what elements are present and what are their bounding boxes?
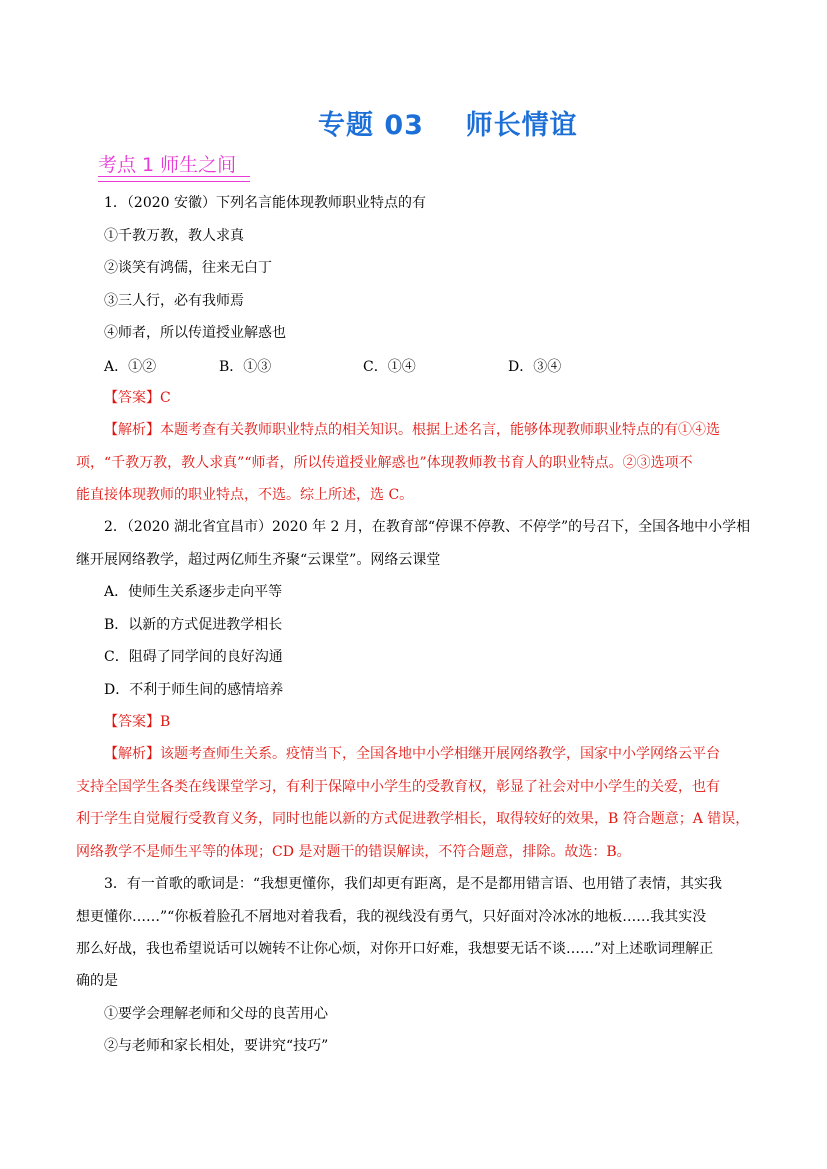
q1-analysis-line: 【解析】本题考查有关教师职业特点的相关知识。根据上述名言，能够体现教师职业特点的有①④选 xyxy=(104,422,720,438)
q1-analysis-line: 能直接体现教师的职业特点，不选。综上所述，选 C。 xyxy=(76,487,414,503)
q2-option-c: C．阻碍了同学间的良好沟通 xyxy=(104,649,283,665)
q1-stem: 1．（2020 安徽）下列名言能体现教师职业特点的有 xyxy=(104,195,426,211)
section-underline xyxy=(98,176,250,182)
q3-stem-line: 那么好战，我也希望说话可以婉转不让你心烦，对你开口好难，我想要无话不谈……”对上述歌词理解正 xyxy=(76,941,714,957)
q1-option-a: A．①② xyxy=(104,359,157,375)
q2-analysis-line: 利于学生自觉履行受教育义务，同时也能以新的方式促进教学相长，取得较好的效果，B 符合题意；A 错误， xyxy=(76,811,750,827)
q2-analysis-line: 支持全国学生各类在线课堂学习，有利于保障中小学生的受教育权，彰显了社会对中小学生的关爱，也有 xyxy=(76,779,720,795)
q3-item: ②与老师和家长相处，要讲究“技巧” xyxy=(104,1038,329,1054)
q1-option-b: B．①③ xyxy=(219,359,272,375)
q3-stem-line: 确的是 xyxy=(76,973,118,989)
q2-option-a: A．使师生关系逐步走向平等 xyxy=(104,584,283,600)
q1-answer: 【答案】C xyxy=(104,390,171,406)
q3-stem-line: 想更懂你……”“你板着脸孔不屑地对着我看，我的视线没有勇气，只好面对冷冰冰的地板……我其实没 xyxy=(76,909,707,925)
q3-stem-line: 3．有一首歌的歌词是：“我想更懂你，我们却更有距离，是不是都用错言语、也用错了表情，其实我 xyxy=(104,876,723,892)
q1-item: ③三人行，必有我师焉 xyxy=(104,293,244,309)
q2-stem-line: 2．（2020 湖北省宜昌市）2020 年 2 月，在教育部“停课不停教、不停学”的号召下，全国各地中小学相 xyxy=(104,519,751,535)
section-heading: 考点 1 师生之间 xyxy=(98,154,237,176)
q2-answer: 【答案】B xyxy=(104,714,171,730)
q3-item: ①要学会理解老师和父母的良苦用心 xyxy=(104,1006,328,1022)
q2-analysis-line: 网络教学不是师生平等的体现；CD 是对题干的错误解读，不符合题意，排除。故选：B。 xyxy=(76,844,631,860)
q1-item: ④师者，所以传道授业解惑也 xyxy=(104,325,286,341)
q2-option-d: D．不利于师生间的感情培养 xyxy=(104,682,284,698)
page-title: 专题 03 师长情谊 xyxy=(318,110,578,141)
q2-option-b: B．以新的方式促进教学相长 xyxy=(104,617,283,633)
q1-item: ②谈笑有鸿儒，往来无白丁 xyxy=(104,260,272,276)
q1-analysis-line: 项，“千教万教，教人求真”“师者，所以传道授业解惑也”体现教师教书育人的职业特点。②③选项不 xyxy=(76,455,693,471)
q1-option-c: C．①④ xyxy=(363,359,416,375)
q2-stem-line: 继开展网络教学，超过两亿师生齐聚“云课堂”。网络云课堂 xyxy=(76,552,441,568)
q1-option-d: D．③④ xyxy=(508,359,562,375)
q1-item: ①千教万教，教人求真 xyxy=(104,228,244,244)
q2-analysis-line: 【解析】该题考查师生关系。疫情当下，全国各地中小学相继开展网络教学，国家中小学网络云平台 xyxy=(104,746,720,762)
